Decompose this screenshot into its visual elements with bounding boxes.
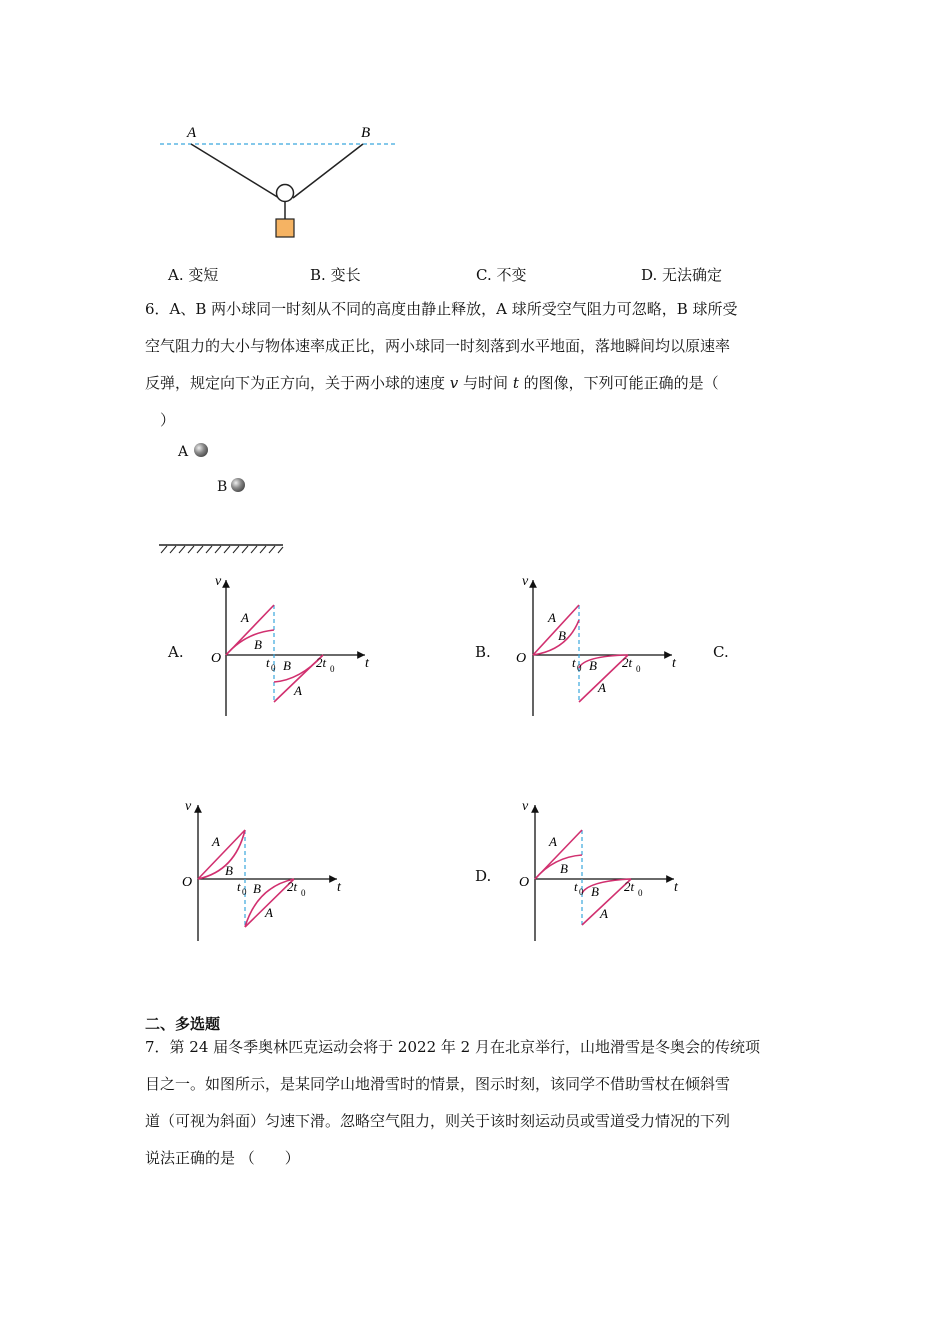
svg-text:t: t <box>337 880 341 895</box>
svg-text:v: v <box>522 574 529 589</box>
q6-line-4: ） <box>160 411 176 429</box>
section-heading: 二、多选题 <box>145 1015 221 1033</box>
svg-text:B: B <box>254 637 262 652</box>
ball-b-icon <box>231 478 245 492</box>
svg-text:t: t <box>674 880 678 895</box>
weight-box <box>276 219 294 237</box>
q5-option-a[interactable]: A. 变短 <box>168 266 219 284</box>
q7-line-1: 7．第 24 届冬季奥林匹克运动会将于 2022 年 2 月在北京举行，山地滑雪是冬奥会的传统项 <box>145 1038 760 1056</box>
svg-text:O: O <box>519 875 530 890</box>
pulley-icon <box>277 185 294 202</box>
svg-text:B: B <box>591 884 599 899</box>
rope-right <box>293 144 363 198</box>
svg-text:0: 0 <box>579 887 584 897</box>
svg-text:A: A <box>548 610 556 625</box>
svg-text:0: 0 <box>301 888 306 898</box>
svg-text:t: t <box>266 655 270 670</box>
svg-text:B: B <box>560 861 568 876</box>
q6-option-a-label[interactable]: A. <box>168 643 184 661</box>
pulley-figure <box>150 115 410 245</box>
svg-text:O: O <box>211 651 222 666</box>
ball-a-icon <box>194 443 208 457</box>
svg-text:t: t <box>672 656 676 671</box>
svg-text:B: B <box>253 881 261 896</box>
svg-text:B: B <box>589 658 597 673</box>
q6-option-d-label[interactable]: D. <box>475 867 492 885</box>
curve-b-fall <box>226 630 274 655</box>
q6-line-3: 反弹，规定向下为正方向，关于两小球的速度 v 与时间 t 的图像，下列可能正确的是（ <box>145 374 719 392</box>
svg-text:v: v <box>522 799 529 814</box>
svg-text:v: v <box>185 799 192 814</box>
svg-text:B: B <box>558 628 566 643</box>
svg-text:A: A <box>241 610 249 625</box>
ground-hatch <box>158 543 288 555</box>
svg-text:O: O <box>516 651 527 666</box>
q6-line-2: 空气阻力的大小与物体速率成正比，两小球同一时刻落到水平地面，落地瞬间均以原速率 <box>145 337 731 355</box>
svg-text:A: A <box>265 905 273 920</box>
ball-b-label: B <box>217 479 228 495</box>
svg-text:2t: 2t <box>287 879 298 894</box>
svg-text:0: 0 <box>271 663 276 673</box>
svg-text:0: 0 <box>577 663 582 673</box>
point-label-b: B <box>361 125 371 141</box>
svg-text:t: t <box>365 656 369 671</box>
svg-text:0: 0 <box>638 888 643 898</box>
q6-line-1: 6．A、B 两小球同一时刻从不同的高度由静止释放，A 球所受空气阻力可忽略，B 球所受 <box>145 300 738 318</box>
svg-text:B: B <box>225 863 233 878</box>
graph-option-a[interactable] <box>205 572 375 720</box>
svg-text:B: B <box>283 658 291 673</box>
svg-text:t: t <box>572 655 576 670</box>
q5-option-b[interactable]: B. 变长 <box>310 266 361 284</box>
svg-text:t: t <box>237 879 241 894</box>
svg-text:0: 0 <box>242 887 247 897</box>
svg-text:t: t <box>574 879 578 894</box>
graph-option-d[interactable] <box>514 797 684 945</box>
point-label-a: A <box>187 125 197 141</box>
svg-text:v: v <box>215 574 222 589</box>
ball-a-label: A <box>178 444 189 460</box>
svg-text:2t: 2t <box>624 879 635 894</box>
svg-text:0: 0 <box>636 664 641 674</box>
svg-text:2t: 2t <box>622 655 633 670</box>
rope-left <box>191 144 279 198</box>
svg-text:0: 0 <box>330 664 335 674</box>
q6-option-c-label[interactable]: C. <box>713 643 729 661</box>
graph-option-c[interactable] <box>177 797 347 945</box>
q7-line-3: 道（可视为斜面）匀速下滑。忽略空气阻力，则关于该时刻运动员或雪道受力情况的下列 <box>145 1112 731 1130</box>
q5-option-c[interactable]: C. 不变 <box>476 266 527 284</box>
q7-line-2: 目之一。如图所示，是某同学山地滑雪时的情景，图示时刻，该同学不借助雪杖在倾斜雪 <box>145 1075 731 1093</box>
svg-text:2t: 2t <box>316 655 327 670</box>
graph-option-b[interactable] <box>512 572 682 720</box>
svg-text:A: A <box>600 906 608 921</box>
svg-text:A: A <box>294 683 302 698</box>
svg-text:A: A <box>598 680 606 695</box>
svg-text:O: O <box>182 875 193 890</box>
svg-text:A: A <box>549 834 557 849</box>
svg-text:A: A <box>212 834 220 849</box>
q5-option-d[interactable]: D. 无法确定 <box>641 266 723 284</box>
q6-option-b-label[interactable]: B. <box>475 643 491 661</box>
q7-line-4: 说法正确的是 （ ） <box>145 1149 300 1167</box>
